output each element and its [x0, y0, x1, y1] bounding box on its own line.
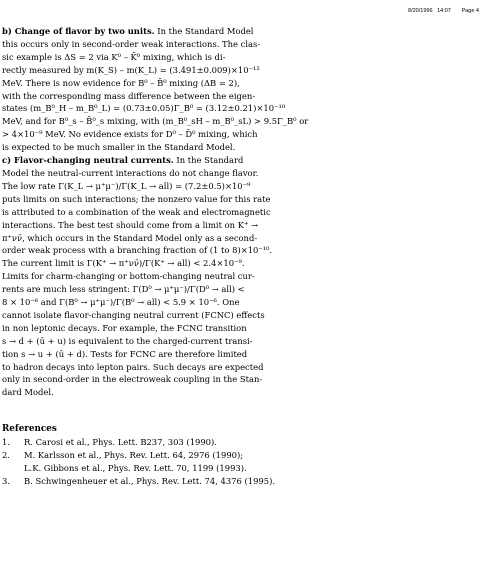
- reference-number: 3.: [2, 475, 10, 486]
- section-b-paragraph: [2, 25, 486, 154]
- header-page: Page 4: [461, 8, 479, 14]
- reference-text: B. Schwingenheuer et al., Phys. Rev. Lett. 74, 4376 (1995).: [24, 475, 276, 486]
- reference-number: 2.: [2, 450, 10, 461]
- reference-item: [2, 436, 486, 449]
- text-line: s → d + (ū + u) is equivalent to the charged-current transi-: [2, 335, 253, 346]
- text-line: MeV, and for B⁰_s – B̄⁰_s mixing, with (m_B⁰_sH – m_B⁰_sL) > 9.5Γ_B⁰ or: [2, 116, 309, 127]
- document-body: [2, 25, 486, 488]
- text-line: b) Change of flavor by two units. In the Standard Model: [2, 26, 254, 36]
- reference-text: R. Carosi et al., Phys. Lett. B237, 303 (1990).: [24, 437, 217, 448]
- text-line: interactions. The best test should come from a limit on K⁺ →: [2, 219, 259, 230]
- reference-text: L.K. Gibbons et al., Phys. Rev. Lett. 70, 1199 (1993).: [24, 463, 247, 473]
- text-line: 8 × 10⁻⁶ and Γ(B⁰ → μ⁺μ⁻)/Γ(B⁰ → all) < 5.9 × 10⁻⁶. One: [2, 297, 240, 308]
- text-line: dard Model.: [2, 387, 54, 398]
- reference-number: 1.: [2, 437, 10, 448]
- text-line: to hadron decays into lepton pairs. Such decays are expected: [2, 361, 264, 372]
- text-line: with the corresponding mass difference between the eigen-: [2, 90, 256, 101]
- text-line: > 4×10⁻⁹ MeV. No evidence exists for D⁰ – D̄⁰ mixing, which: [2, 129, 258, 140]
- text-line: c) Flavor-changing neutral currents. In the Standard: [2, 155, 244, 166]
- text-line: order weak process with a branching fraction of (1 to 8)×10⁻¹⁰.: [2, 245, 273, 256]
- text-line: cannot isolate flavor-changing neutral current (FCNC) effects: [2, 309, 265, 320]
- text-line: only in second-order in the electroweak coupling in the Stan-: [2, 374, 263, 385]
- reference-item: [2, 475, 486, 488]
- text-line: Model the neutral-current interactions do not change flavor.: [2, 167, 259, 178]
- text-line: sic example is ΔS = 2 via K⁰ – K̄⁰ mixing, which is di-: [2, 51, 226, 62]
- references-list: [2, 436, 486, 488]
- text-line: Limits for charm-changing or bottom-changing neutral cur-: [2, 271, 255, 282]
- text-line: π⁺νν̄, which occurs in the Standard Model only as a second-: [2, 232, 258, 243]
- text-line: this occurs only in second-order weak interactions. The clas-: [2, 38, 261, 49]
- section-c-paragraph: [2, 154, 486, 399]
- text-line: is expected to be much smaller in the Standard Model.: [2, 142, 236, 153]
- text-line: The current limit is Γ(K⁺ → π⁺νν̄)/Γ(K⁺ → all) < 2.4×10⁻⁹.: [2, 258, 245, 269]
- text-line: rectly measured by m(K_S) – m(K_L) = (3.491±0.009)×10⁻¹²: [2, 64, 260, 75]
- page-header: [405, 2, 479, 14]
- header-date: 8/20/1996: [408, 8, 433, 14]
- text-line: rents are much less stringent: Γ(D⁰ → μ⁺μ⁻)/Γ(D⁰ → all) <: [2, 284, 245, 295]
- text-line: in non leptonic decays. For example, the FCNC transition: [2, 322, 247, 333]
- references-heading: References: [2, 424, 57, 435]
- reference-text: M. Karlsson et al., Phys. Rev. Lett. 64, 2976 (1990);: [24, 450, 244, 461]
- reference-item: [2, 449, 486, 475]
- text-line: MeV. There is now evidence for B⁰ – B̄⁰ mixing (ΔB = 2),: [2, 77, 240, 88]
- text-line: The low rate Γ(K_L → μ⁺μ⁻)/Γ(K_L → all) = (7.2±0.5)×10⁻⁹: [2, 180, 251, 191]
- text-line: tion s → u + (ū + d). Tests for FCNC are therefore limited: [2, 348, 248, 359]
- text-line: states (m_B⁰_H – m_B⁰_L) = (0.73±0.05)Γ_B⁰ = (3.12±0.21)×10⁻¹⁰: [2, 103, 286, 114]
- text-line: is attributed to a combination of the weak and electromagnetic: [2, 206, 271, 217]
- header-time: 14:07: [437, 8, 451, 14]
- text-line: puts limits on such interactions; the nonzero value for this rate: [2, 193, 271, 204]
